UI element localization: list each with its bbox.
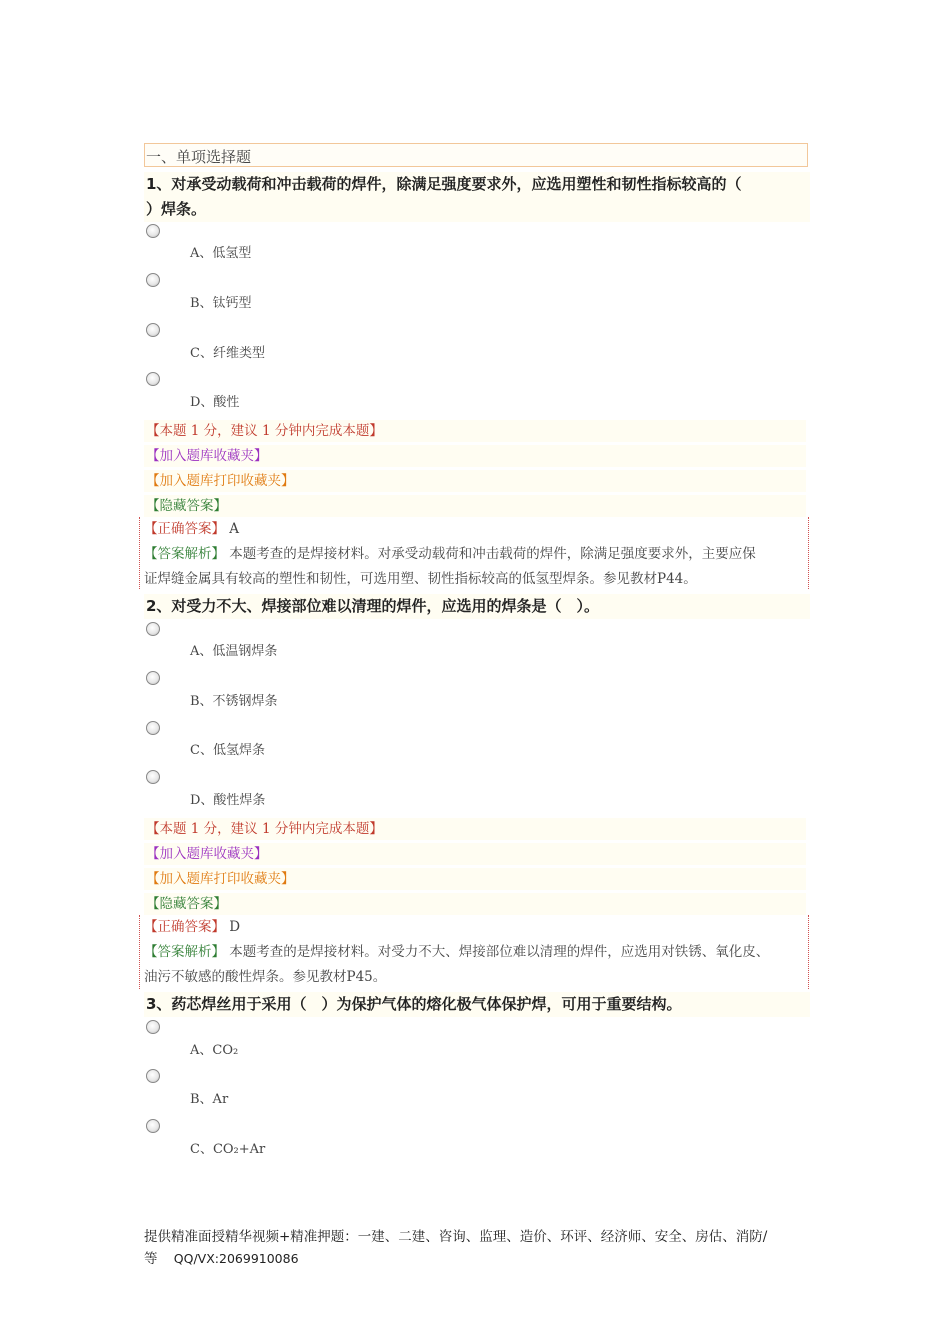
question-1-option-c-radio[interactable] (146, 323, 160, 337)
question-2-option-a-radio[interactable] (146, 622, 160, 636)
question-1-option-b-label: B、钛钙型 (190, 296, 252, 311)
question-3-option-a-label: A、CO₂ (190, 1043, 239, 1058)
question-3-text (144, 992, 810, 1017)
footer-line2-prefix: 等 (144, 1251, 158, 1267)
question-3-option-c-radio[interactable] (146, 1119, 160, 1133)
question-2-answer-panel (139, 915, 809, 989)
question-2-add-favorites-link[interactable]: 【加入题库收藏夹】 (144, 843, 806, 865)
question-2-option-d-radio[interactable] (146, 770, 160, 784)
footer-promo (144, 1227, 814, 1270)
footer-contact: QQ/VX:2069910086 (173, 1251, 299, 1266)
question-1-answer-panel (139, 517, 809, 589)
question-1-option-c-label: C、纤维类型 (190, 346, 265, 361)
question-1-option-d-radio[interactable] (146, 372, 160, 386)
question-3-option-c-label: C、CO₂+Ar (190, 1142, 266, 1157)
question-1-option-a-radio[interactable] (146, 224, 160, 238)
question-2-option-b-radio[interactable] (146, 671, 160, 685)
question-1-option-d-label: D、酸性 (190, 395, 240, 410)
question-3-option-b-label: B、Ar (190, 1092, 229, 1107)
question-2-hide-answer-link[interactable]: 【隐藏答案】 (144, 893, 806, 915)
question-3-option-b-radio[interactable] (146, 1069, 160, 1083)
question-3-option-a-radio[interactable] (146, 1020, 160, 1034)
question-1-text (144, 172, 810, 222)
question-2-option-c-radio[interactable] (146, 721, 160, 735)
footer-line1: 提供精准面授精华视频+精准押题：一建、二建、咨询、监理、造价、环评、经济师、安全、房估、消防/ (144, 1229, 768, 1245)
question-2-analysis-label: 【答案解析】 (144, 944, 225, 960)
question-1-answer-label: 【正确答案】 (144, 521, 225, 537)
question-2-analysis-line1: 本题考查的是焊接材料。对受力不大、焊接部位难以清理的焊件，应选用对铁锈、氧化皮、 (229, 944, 770, 960)
question-2-add-print-favorites-link[interactable]: 【加入题库打印收藏夹】 (144, 868, 806, 890)
question-3-line1: 3、药芯焊丝用于采用（ ）为保护气体的熔化极气体保护焊，可用于重要结构。 (146, 995, 682, 1013)
question-2-option-b-label: B、不锈钢焊条 (190, 694, 278, 709)
question-1-analysis-label: 【答案解析】 (144, 546, 225, 562)
question-1-option-a-label: A、低氢型 (190, 246, 252, 261)
question-1-line1: 1、对承受动载荷和冲击载荷的焊件，除满足强度要求外，应选用塑性和韧性指标较高的（ (146, 175, 742, 193)
question-2-analysis-line2: 油污不敏感的酸性焊条。参见教材P45。 (144, 969, 387, 985)
question-2-answer-label: 【正确答案】 (144, 919, 225, 935)
question-2-option-a-label: A、低温钢焊条 (190, 644, 278, 659)
question-2-score-note: 【本题 1 分，建议 1 分钟内完成本题】 (144, 818, 806, 840)
question-1-answer-value: A (229, 521, 240, 537)
question-2-option-c-label: C、低氢焊条 (190, 743, 265, 758)
question-1-hide-answer-link[interactable]: 【隐藏答案】 (144, 495, 806, 517)
question-2-answer-value: D (229, 919, 241, 935)
question-2-line1: 2、对受力不大、焊接部位难以清理的焊件，应选用的焊条是（ ）。 (146, 597, 599, 615)
question-1-score-note: 【本题 1 分，建议 1 分钟内完成本题】 (144, 420, 806, 442)
question-1-analysis-line2: 证焊缝金属具有较高的塑性和韧性，可选用塑、韧性指标较高的低氢型焊条。参见教材P44。 (144, 571, 697, 587)
section-title: 一、单项选择题 (146, 148, 252, 166)
question-2-option-d-label: D、酸性焊条 (190, 793, 266, 808)
question-1-line2: ）焊条。 (146, 200, 207, 218)
question-1-add-print-favorites-link[interactable]: 【加入题库打印收藏夹】 (144, 470, 806, 492)
question-1-analysis-line1: 本题考查的是焊接材料。对承受动载荷和冲击载荷的焊件，除满足强度要求外，主要应保 (229, 546, 756, 562)
question-2-text (144, 594, 810, 619)
question-1-option-b-radio[interactable] (146, 273, 160, 287)
question-1-add-favorites-link[interactable]: 【加入题库收藏夹】 (144, 445, 806, 467)
